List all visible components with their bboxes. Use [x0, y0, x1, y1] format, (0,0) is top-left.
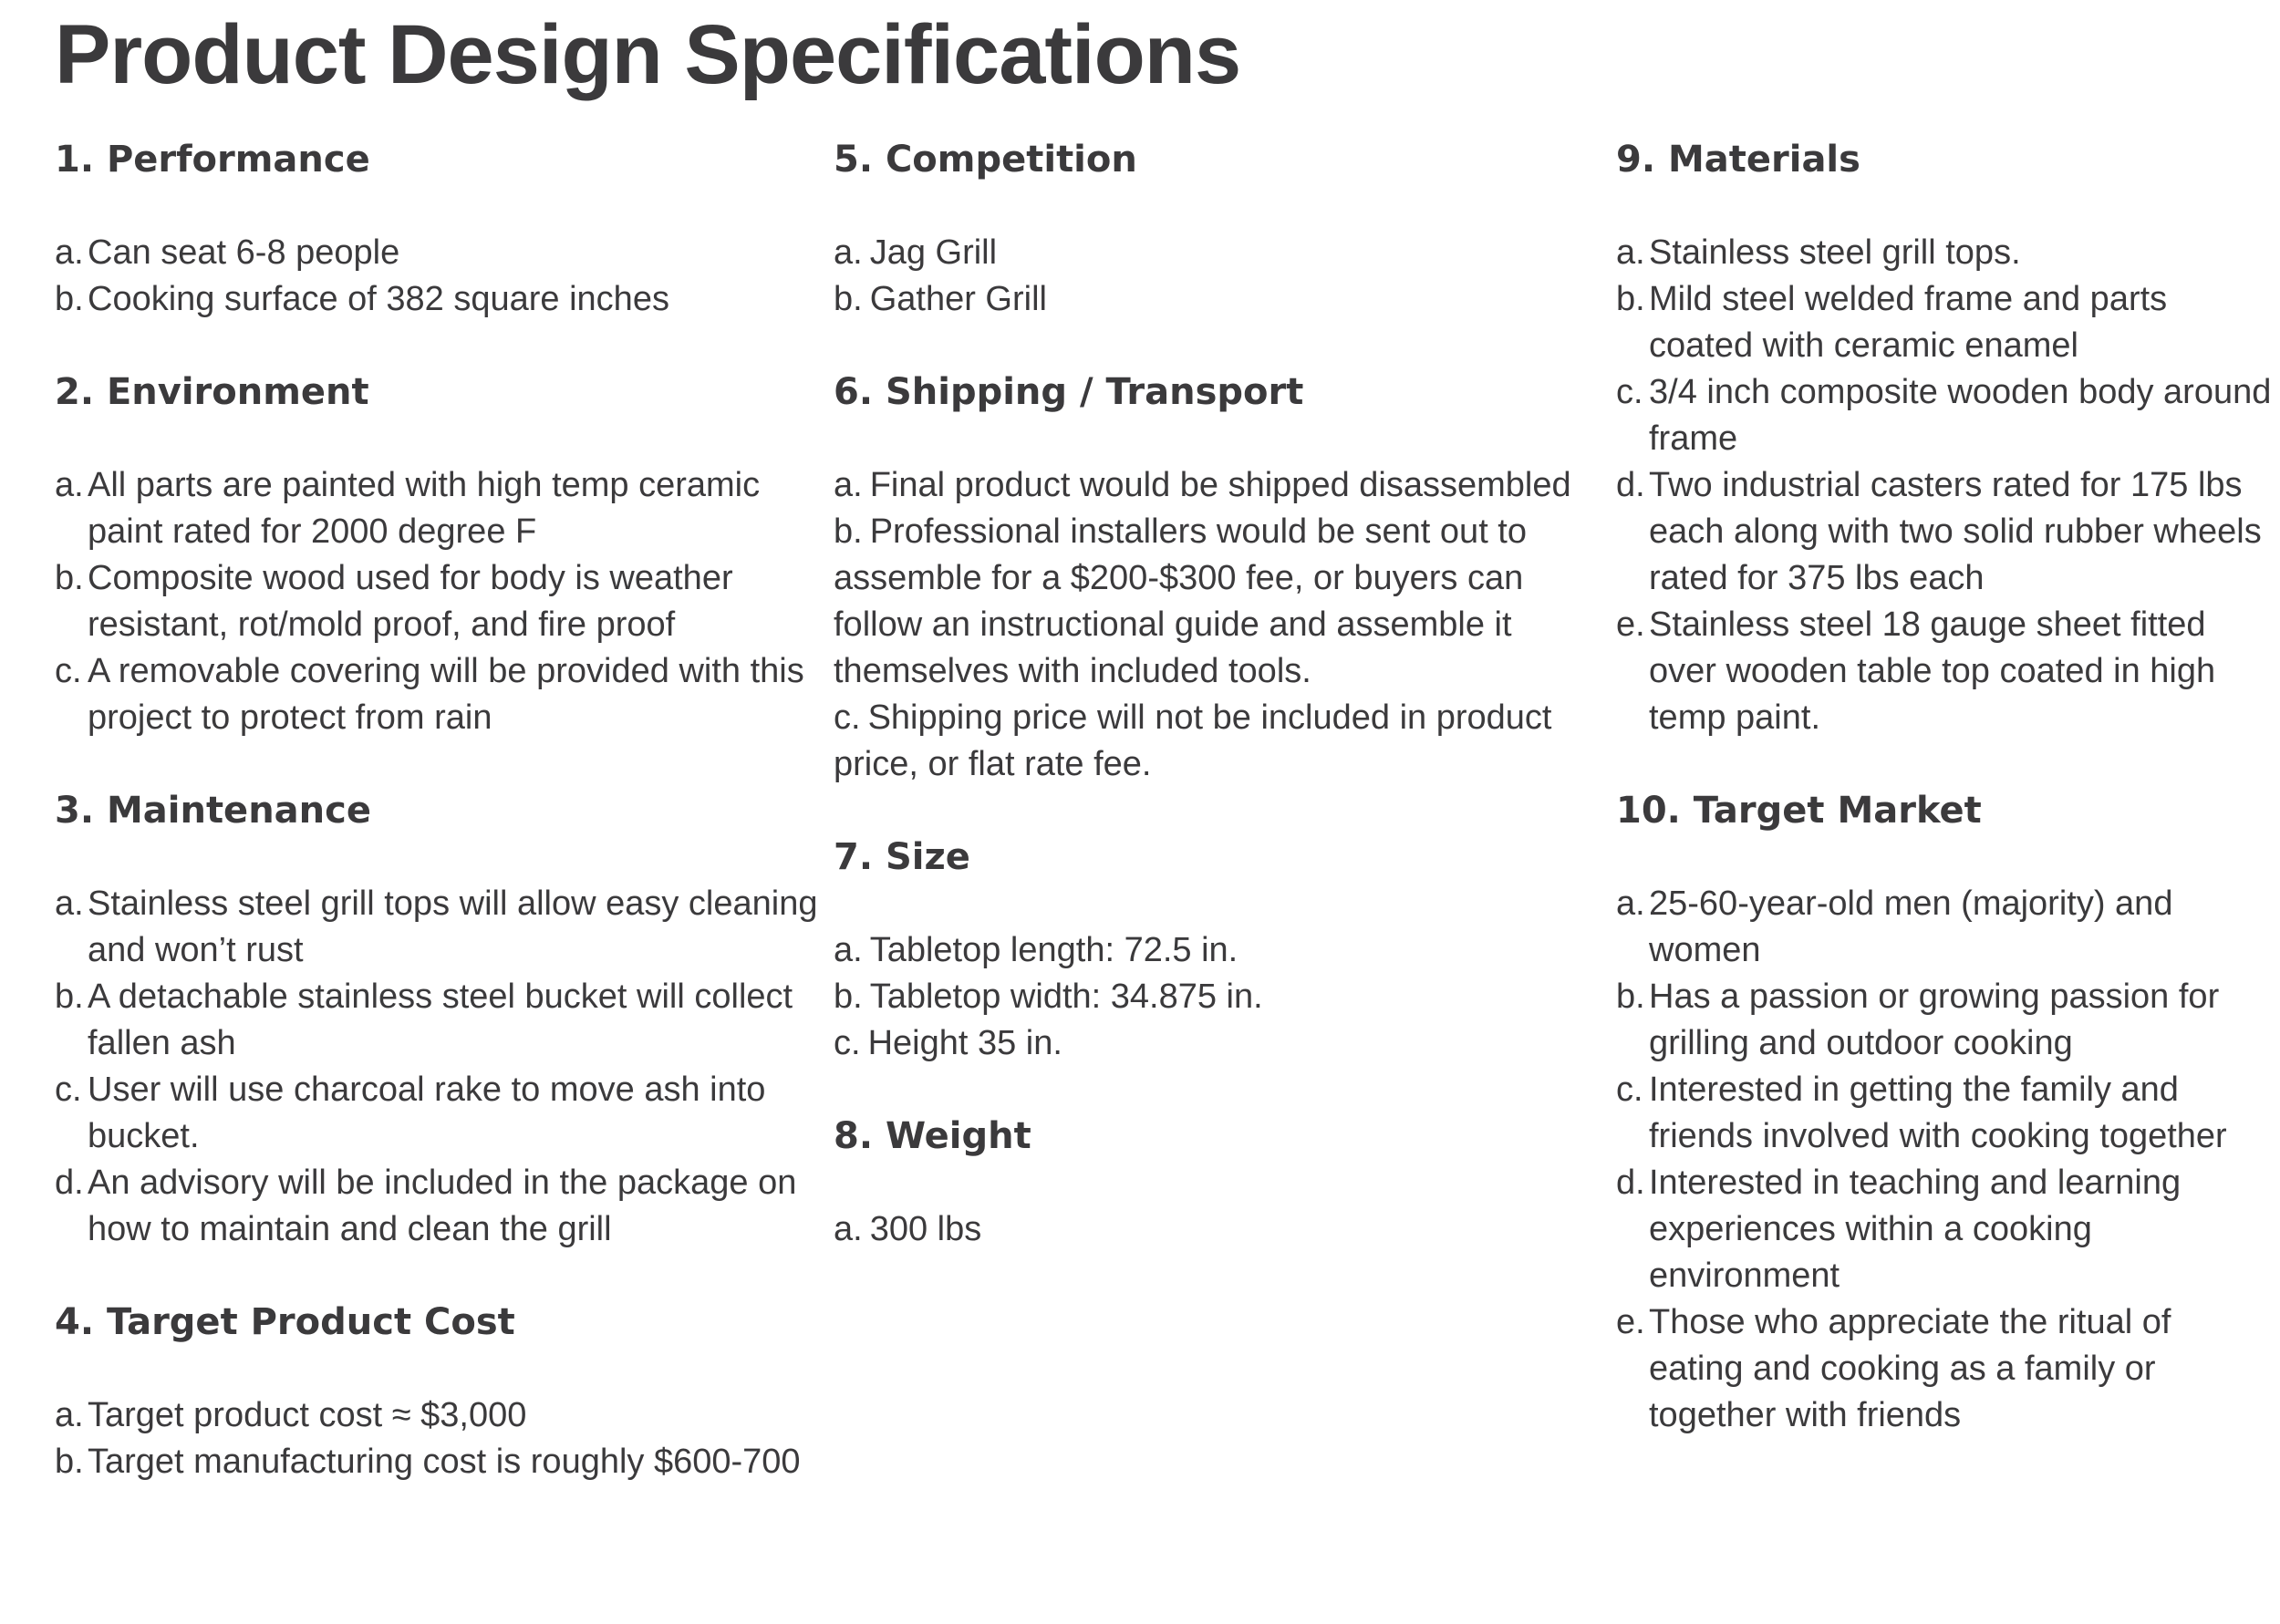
spec-section [1616, 788, 2273, 1439]
spec-item [1616, 1067, 2273, 1160]
item-text: Two industrial casters rated for 175 lbs each along with two solid rubber wheels rated for 375 lbs each [1649, 466, 2262, 597]
spec-item [1616, 462, 2273, 602]
spec-item [55, 1392, 821, 1439]
item-marker: c. [1616, 373, 1643, 411]
spec-column-1 [55, 137, 821, 1532]
spec-column-3 [1616, 137, 2273, 1485]
section-heading: 6. Shipping / Transport [834, 371, 1304, 413]
spec-section [55, 788, 821, 1253]
item-text: Interested in getting the family and friends involved with cooking together [1649, 1071, 2227, 1155]
spec-item [55, 1160, 821, 1253]
spec-column-2 [834, 137, 1600, 1299]
item-marker: d. [55, 1164, 84, 1202]
item-text: Tabletop length: 72.5 in. [869, 931, 1238, 969]
item-text: Composite wood used for body is weather resistant, rot/mold proof, and fire proof [88, 559, 733, 644]
item-marker: a. [55, 1396, 84, 1434]
item-text: User will use charcoal rake to move ash into bucket. [88, 1071, 766, 1155]
spec-item [834, 1206, 1600, 1253]
spec-item [834, 462, 1600, 509]
item-marker: a. [55, 466, 84, 504]
spec-section [1616, 137, 2273, 741]
spec-item [55, 276, 821, 323]
spec-item [1616, 881, 2273, 974]
item-marker: b. [834, 978, 863, 1016]
spec-item [834, 509, 1600, 695]
item-text: Jag Grill [869, 233, 998, 272]
page-title: Product Design Specifications [55, 8, 1241, 101]
item-marker: b. [55, 280, 84, 318]
spec-item [834, 927, 1600, 974]
item-text: Cooking surface of 382 square inches [88, 280, 669, 318]
spec-item [55, 555, 821, 648]
item-marker: b. [55, 1443, 84, 1481]
section-heading: 8. Weight [834, 1115, 1031, 1157]
item-text: Interested in teaching and learning experiences within a cooking environment [1649, 1164, 2182, 1295]
item-marker: c. [1616, 1071, 1643, 1109]
spec-section [834, 137, 1600, 323]
item-marker: e. [1616, 1303, 1645, 1341]
item-text: Target manufacturing cost is roughly $600-700 [88, 1443, 801, 1481]
item-marker: a. [1616, 884, 1645, 923]
item-marker: b. [55, 559, 84, 597]
item-marker: c. [55, 1071, 82, 1109]
section-heading: 10. Target Market [1616, 790, 1982, 832]
item-marker: a. [55, 884, 84, 923]
spec-item [55, 1439, 821, 1485]
spec-section [55, 137, 821, 323]
spec-item [55, 881, 821, 974]
spec-item [55, 230, 821, 276]
spec-item [1616, 230, 2273, 276]
item-marker: b. [834, 280, 863, 318]
item-text: Mild steel welded frame and parts coated with ceramic enamel [1649, 280, 2168, 365]
spec-item [1616, 974, 2273, 1067]
item-text: All parts are painted with high temp ceramic paint rated for 2000 degree F [88, 466, 761, 551]
item-text: Height 35 in. [867, 1024, 1062, 1062]
spec-item [1616, 1299, 2273, 1439]
item-text: Professional installers would be sent out to assemble for a $200-$300 fee, or buyers can follow an instructional guide and assemble it themselves with included tools. [834, 512, 1527, 690]
spec-item [834, 1020, 1600, 1067]
spec-item [834, 276, 1600, 323]
item-marker: a. [834, 233, 863, 272]
spec-section [834, 369, 1600, 788]
spec-section [55, 369, 821, 741]
item-marker: a. [834, 1210, 863, 1248]
section-heading: 2. Environment [55, 371, 369, 413]
item-text: Final product would be shipped disassembled [869, 466, 1571, 504]
section-heading: 9. Materials [1616, 139, 1860, 181]
item-text: Stainless steel 18 gauge sheet fitted over wooden table top coated in high temp paint. [1649, 605, 2216, 737]
spec-item [55, 1067, 821, 1160]
item-text: Those who appreciate the ritual of eating and cooking as a family or together with friends [1649, 1303, 2171, 1434]
item-marker: a. [1616, 233, 1645, 272]
item-text: Gather Grill [869, 280, 1047, 318]
spec-section [834, 1113, 1600, 1253]
item-marker: b. [1616, 978, 1645, 1016]
spec-item [1616, 276, 2273, 369]
spec-item [834, 695, 1600, 788]
item-text: A detachable stainless steel bucket will collect fallen ash [88, 978, 793, 1062]
section-heading: 5. Competition [834, 139, 1137, 181]
section-heading: 4. Target Product Cost [55, 1301, 515, 1343]
item-text: 300 lbs [869, 1210, 982, 1248]
item-text: Has a passion or growing passion for grilling and outdoor cooking [1649, 978, 2220, 1062]
item-text: Shipping price will not be included in product price, or flat rate fee. [834, 698, 1552, 783]
spec-section [55, 1299, 821, 1485]
item-marker: c. [55, 652, 82, 690]
item-text: 3/4 inch composite wooden body around frame [1649, 373, 2272, 458]
spec-item [1616, 369, 2273, 462]
item-marker: a. [834, 466, 863, 504]
item-marker: a. [55, 233, 84, 272]
item-text: Tabletop width: 34.875 in. [869, 978, 1263, 1016]
spec-item [55, 462, 821, 555]
spec-item [55, 648, 821, 741]
item-marker: e. [1616, 605, 1645, 644]
item-marker: b. [55, 978, 84, 1016]
spec-item [55, 974, 821, 1067]
item-text: Can seat 6-8 people [88, 233, 400, 272]
spec-item [1616, 602, 2273, 741]
item-marker: c. [834, 1024, 861, 1062]
item-text: Stainless steel grill tops. [1649, 233, 2021, 272]
item-text: Target product cost ≈ $3,000 [88, 1396, 527, 1434]
section-heading: 3. Maintenance [55, 790, 371, 832]
spec-section [834, 834, 1600, 1067]
item-text: A removable covering will be provided with this project to protect from rain [88, 652, 804, 737]
item-text: Stainless steel grill tops will allow easy cleaning and won’t rust [88, 884, 818, 969]
item-marker: d. [1616, 1164, 1645, 1202]
section-heading: 7. Size [834, 836, 970, 878]
item-text: An advisory will be included in the package on how to maintain and clean the grill [88, 1164, 797, 1248]
item-marker: a. [834, 931, 863, 969]
item-marker: b. [1616, 280, 1645, 318]
section-heading: 1. Performance [55, 139, 370, 181]
item-text: 25-60-year-old men (majority) and women [1649, 884, 2173, 969]
item-marker: b. [834, 512, 863, 551]
spec-item [834, 230, 1600, 276]
item-marker: d. [1616, 466, 1645, 504]
item-marker: c. [834, 698, 861, 737]
spec-item [834, 974, 1600, 1020]
spec-item [1616, 1160, 2273, 1299]
